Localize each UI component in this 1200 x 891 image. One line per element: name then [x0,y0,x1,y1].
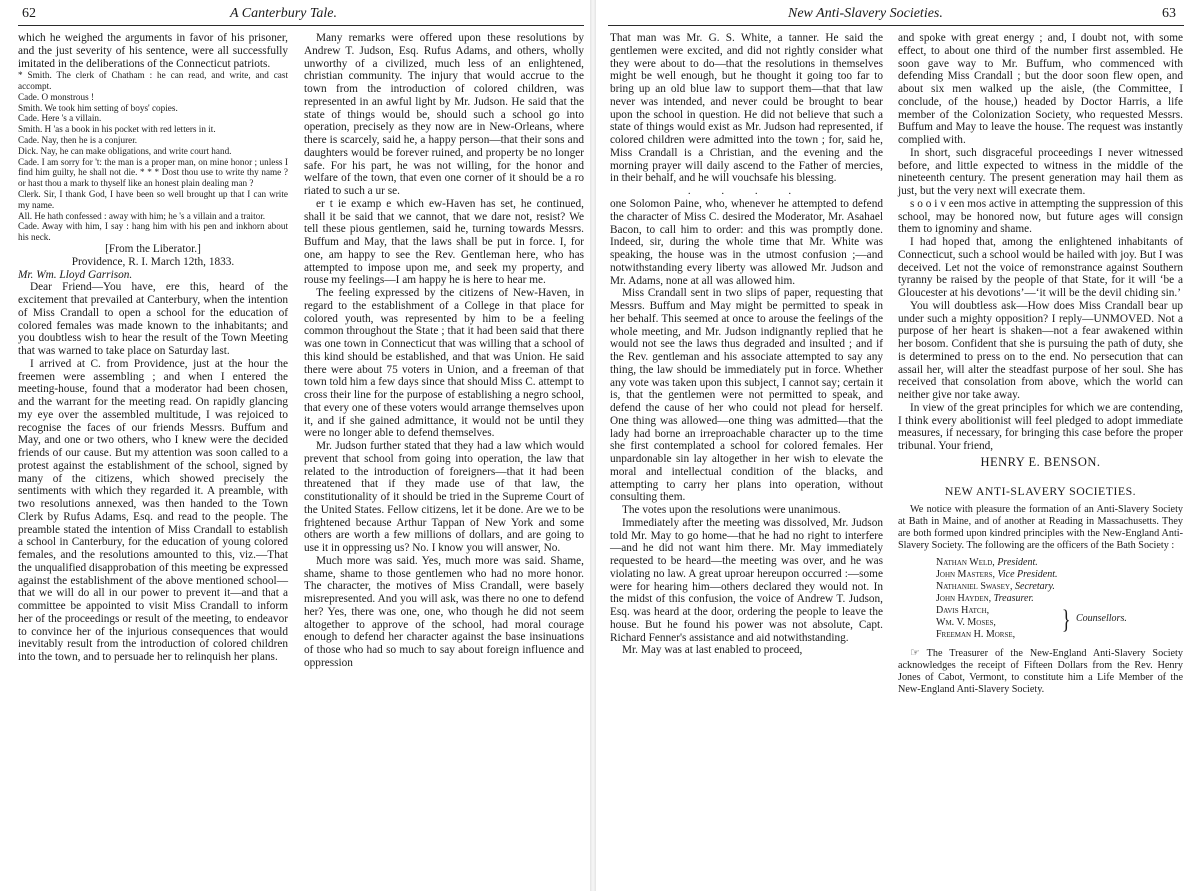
left-column-2 [304,32,584,670]
paragraph: The votes upon the resolutions were unanimous. [622,504,841,516]
paragraph: I arrived at C. from Providence, just at the hour the freemen were assembling ; and when I entered the meeting-house, found that a moderator had been chosen, and the warrant for the meeting read. On rapidly glancing my eye over the assembled multitude, I was rejoiced to recognise the faces of our friends Messrs. Buffum and May, and one or two others, who I knew were the decided friends of our cause. But my attention was soon called to a protest against the establishment of the school, signed by many of the citizens, which showed precisely the sentiments with which they regarded it. A preamble, with two resolutions annexed, was then handed to the Town Clerk by Rufus Adams, Esq. and read to the people. The preamble stated the intention of Miss Crandall to establish a school in Canterbury, for the education of young colored females, and the resolutions amounted to this, viz.—That the unqualified disapprobation of this meeting be expressed against the establishment of the above mentioned school—that we will do all in our power to prevent it—and that a committee be appointed to visit Miss Crandall to inform her of the proceedings or result of the meeting, to endeavor to convince her of the injurious consequences that would inevitably result from the introduction of colored children into the town, and to persuade her to relinquish her plans. [18,357,288,663]
running-head-left: A Canterbury Tale. [230,6,337,21]
paragraph: Miss Crandall sent in two slips of paper, requesting that Messrs. Buffum and May might be permitted to speak in her behalf. This seemed at once to arouse the feelings of the whole meeting, and Mr. Judson indignantly replied that he would not see the laws thus degraded and insulted ; and if the Rev. gentleman and his associate attempted to say any thing, the law should be immediately put in force. Whether any vote was taken upon this subject, I cannot say; certain it is, that the gentlemen were not permitted to speak, and defend the cause of her who could not plead for herself. One thing was allowed—one thing was admitted—that the lady had borne an irreproachable character up to the time she first contemplated a school for colored females. Her unpardonable sin lay altogether in her wish to elevate the moral and intellectual condition of the blacks, and attempting to carry her plans into operation, without consulting them. [610,287,883,504]
right-column-1 [610,32,883,657]
paragraph: Smith. We took him setting of boys' copies. [18,102,178,113]
paragraph: The feeling expressed by the citizens of New-Haven, in regard to the establishment of a College in that place for colored youth, was represented by him to be a feeling common throughout the State ; that it had been said that there was one town in Connecticut that was willing that a school of this kind should be established, and that was Union. He said there were about 75 voters in Union, and a freeman of that town told him a few days since that should Miss C. attempt to cross their line for the purpose of establishing a negro school, that every one of these voters would arrange themselves upon it, and if she gained admittance, it would not be until they were no longer able to defend themselves. [304,287,584,440]
paragraph: . . . . [687,185,806,197]
paragraph: Mr. Judson further stated that they had a law which would prevent that school from going into operation, the law that related to the introduction of foreigners—that it had been threatened that if they made use of that law, the constitutionality of it should be tried in the Supreme Court of the United States. Fellow citizens, let it be done. Are we to be frightened because Arthur Tappan of New York and some others are worth a few millions of dollars, and are going to use it in oppressing us? No. I know you will answer, No. [304,440,584,554]
paragraph: Clerk. Sir, I thank God, I have been so well brought up that I can write my name. [18,189,288,210]
paragraph: one Solomon Paine, who, whenever he attempted to defend the character of Miss C. desired the Moderator, Mr. Asahael Bacon, to call him to order: and this was promptly done. Indeed, sir, during the whole time that Mr. White was speaking, the house was in the utmost confusion ;—and notwithstanding every liberty was allowed Mr. Judson and Mr. Adams, none at all was allowed him. [610,198,883,287]
paragraph: In short, such disgraceful proceedings I never witnessed before, and little expected to witness in the middle of the nineteenth century. The present generation may hail them as just, but the very next will execrate them. [898,146,1183,197]
paragraph: In view of the great principles for which we are contending, I think every abolitionist will feel pledged to adopt immediate measures, if necessary, for bringing this case before the proper tribunal. Your friend, [898,401,1183,452]
paragraph: Providence, R. I. March 12th, 1833. [71,255,235,268]
officer-line: Nathaniel Swasey, Secretary. [936,580,1055,592]
paragraph: Many remarks were offered upon these resolutions by Andrew T. Judson, Esq. Rufus Adams, and others, wholly unworthy of a civilized, much less of an enlightened, christian community. The injury that would accrue to the town from the introduction of colored children, was represented in an awful light by Mr. Judson. He said that the state of things would be, should such a school go into operation, precisely as they now are in New-Orleans, where there is scarcely, said he, a happy person—that their sons and daughters would be forever ruined, and property be no longer safe. For his part, he was not willing, for the honor and welfare of the town, that even one corner of it should be a ro riated to such a ur se. [304,32,584,197]
section-intro: We notice with pleasure the formation of an Anti-Slavery Society at Bath in Maine, and of another at Reading in Massachusetts. They are both formed upon kindred principles with the New-England Anti-Slavery Society. The following are the officers of the Bath Society : [898,503,1183,552]
paragraph: Mr. Wm. Lloyd Garrison. [18,268,133,281]
left-column-1 [18,32,288,664]
header-rule-left [18,25,584,26]
paragraph: Cade. O monstrous ! [18,91,95,102]
paragraph: which he weighed the arguments in favor of his prisoner, and the just severity of his sentence, were all successfully imitated in the deliberations of the Connecticut patriots. [18,32,288,70]
right-column-2 [898,32,1183,696]
paragraph: Much more was said. Yes, much more was said. Shame, shame, shame to those gentlemen who had no more honor. The character, the motives of Miss Crandall, were basely misrepresented. And you will ask, was there no one to defend her? Yes, there was one, one, who though he did not seem altogether to approve of the school, had moral courage enough to defend her character against the base insinuations of those who had so much to say about foreign influence and oppression [304,554,584,669]
letter-signature: HENRY E. BENSON. [980,454,1101,469]
section-title: NEW ANTI-SLAVERY SOCIETIES. [944,483,1137,498]
paragraph: Smith. H 'as a book in his pocket with red letters in it. [18,124,216,135]
paragraph: Mr. May was at last enabled to proceed, [622,644,803,657]
treasurer-notice: ☞ The Treasurer of the New-England Anti-Slavery Society acknowledges the receipt of Fifteen Dollars from the Rev. Henry Jones of Cabot, Vermont, to constitute him a Life Member of the New-England Anti-Slavery Society. [898,646,1183,696]
paragraph: Cade. Nay, then he is a conjurer. [18,135,138,146]
paragraph: [From the Liberator.] [105,243,201,255]
counsellors-label: Counsellors. [1076,612,1127,624]
officer-line: John Masters, Vice President. [936,568,1058,580]
right-page [600,0,1200,891]
paragraph: Dear Friend—You have, ere this, heard of the excitement that prevailed at Canterbury, when the intention of Miss Crandall to open a school for the education of colored females was made known to the inhabitants; and you doubtless wish to hear the result of the Town Meeting that was warned to take place on Saturday last. [18,281,288,357]
officer-line: Nathan Weld, President. [936,556,1038,568]
page-number-right: 63 [1162,6,1176,21]
officers-list [936,557,1183,641]
right-column-2-body [898,32,1183,453]
paragraph: * Smith. The clerk of Chatham : he can read, and write, and cast accompt. [18,70,288,92]
paragraph: er t ie examp e which ew-Haven has set, he continued, shall it be said that we cannot, that we dare not, resist? We tell these pious gentlemen, said he, turning towards Messrs. Buffum and May, that the laws shall be put in force. I, for one, am happy to see the Rev. Gentleman here, who has attempted to impose upon me, and seek my property, and rouse my feelings—I am happy he is here to hear me. [304,197,584,287]
running-head-right: New Anti-Slavery Societies. [788,6,943,21]
paragraph: Cade. Away with him, I say : hang him with his pen and inkhorn about his neck. [18,221,288,243]
paragraph: Cade. Here 's a villain. [18,113,102,124]
page-gutter [590,0,596,891]
paragraph: You will doubtless ask—How does Miss Crandall bear up under such a mighty opposition? I reply—UNMOVED. Not a purpose of her heart is shaken—not a fear awakened within her bosom. Confident that she is pursuing the path of duty, she is determined to press on to the end. No persecution that can assail her, will alter the steadfast purpose of her soul. She has received that consolation from above, which the world can neither give nor take away. [898,299,1183,401]
officer-line: Davis Hatch, [936,604,990,616]
paragraph: I had hoped that, among the enlightened inhabitants of Connecticut, such a school would be hailed with joy. But I was deceived. Let not the voice of remonstrance against Southern tyranny be raised by the people of that State, for it will ‘be a Gloucester at his devotions’—‘it will be the devil chiding sin.’ [898,236,1183,299]
officer-line: Wm. V. Moses, [936,616,996,628]
paragraph: All. He hath confessed : away with him; he 's a villain and a traitor. [18,210,266,221]
paragraph: s o o i v een mos active in attempting the suppression of this school, may be honored now, but future ages will consign them to ignominy and shame. [898,197,1183,236]
paragraph: Cade. I am sorry for 't: the man is a proper man, on mine honor ; unless I find him guilty, he shall not die. * * * Dost thou use to write thy name ? or hast thou a mark to thyself like an honest plain dealing man ? [18,156,288,189]
officer-line: Freeman H. Morse, [936,628,1016,640]
pointing-hand-icon: ☞ [910,646,920,659]
left-page [0,0,585,891]
brace-glyph: } [1061,604,1071,634]
officer-line: John Hayden, Treasurer. [936,592,1034,604]
header-rule-right [608,25,1184,26]
paragraph: and spoke with great energy ; and, I doubt not, with some effect, to about one third of the number first assembled. He soon gave way to Mr. Buffum, who commenced with defending Miss Crandall ; but the door soon flew open, and about six men walked up the aisle, (the Committee, I conclude, of the house,) headed by Doctor Harris, a life member of the Colonization Society, who requested Messrs. Buffum and May to leave the house. The request was instantly complied with. [898,32,1183,146]
paragraph: Immediately after the meeting was dissolved, Mr. Judson told Mr. May to go home—that he had no right to interfere—and he did not want him there. Mr. May immediately requested to be heard—the meeting was over, and he was violating no law. A great uproar hereupon occurred :—some were for hearing him—others declared they would not. In the midst of this confusion, the voice of Andrew T. Judson, Esq. was heard at the door, ordering the people to leave the house. But he found his power was not absolute, Capt. Richard Fenner's assistance and aid notwithstanding. [610,516,883,644]
paragraph: Dick. Nay, he can make obligations, and write court hand. [18,145,232,156]
page-number-left: 62 [22,6,36,21]
paragraph: That man was Mr. G. S. White, a tanner. He said the gentlemen were excited, and did not rightly consider what they were about to do—that the resolutions in themselves might be well enough, but he thought it going too far to bring up an old blue law to support them—that that law never was intended, and never could be brought to bear upon the school in question. He did not believe that such a state of things would exist as Mr. Judson had represented, if colored children were admitted into the town ; for, said he, Miss Crandall is a Christian, and the evening and the morning prayer will daily ascend to the Father of mercies, in their behalf, and he will vouchsafe his blessing. [610,32,883,185]
